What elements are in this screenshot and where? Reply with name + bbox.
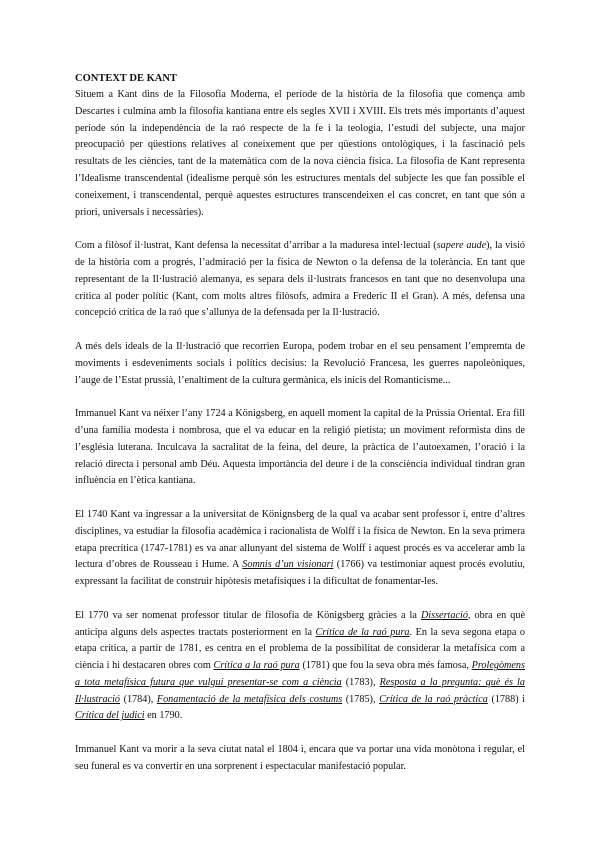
paragraph-modern-philosophy: Situem a Kant dins de la Filosofia Moderna, el període de la història de la filosofia que comença amb Descartes i culmina amb la filosofia kantiana entre els segles XVII i XVIII. Els trets més importants d’aquest període són la independència de la raó respecte de la fe i la teologia, l’estudi del subjecte, una major preocupació per qüestions relatives al coneixement que per qüestions ontològiques, i la fascinació pels resultats de les ciències, tant de la matemàtica com de la nova ciència física. La filosofia de Kant representa l’Idealisme transcendental (idealisme perquè són les estructures mentals del subjecte les que fan possible el coneixement, i transcendental, perquè aquestes estructures transcendeixen el cas concret, en tant que són a priori, universals i necessàries).	[75, 89, 525, 218]
work-title-critica-raopractica: Crítica de la raó pràctica	[379, 693, 488, 705]
paragraph-social-movements: A més dels ideals de la Il·lustració que recorrien Europa, podem trobar en el seu pensament l’empremta de moviments i esdeveniments socials i polítics decisius: la Revolució Francesa, les guerres napoleòniques, l’auge de l’Estat prussià, l’enaltiment de la cultura germànica, els inicis del Romanticisme...	[75, 340, 525, 386]
document-title: CONTEXT DE KANT	[75, 73, 177, 84]
paragraph-precritical-stage: El 1740 Kant va ingressar a la universitat de Könignsberg de la qual va acabar sent professor i, entre d’altres disciplines, va estudiar la filosofia acadèmica i racionalista de Wolff i la física de Newton. En la seva primera etapa precrítica (1747-1781) es va anar allunyant del sistema de Wolff i aquest procés es va accelerar amb la lectura d’obres de Rousseau i Hume. A Somnis d’un visionari (1766) va testimoniar aquest procés evolutiu, expressant la facilitat de construir hipòtesis metafísiques i la dificultat de fonamentar-les.	[75, 508, 525, 588]
emphasis-sapere-aude: sapere aude	[436, 240, 487, 252]
work-title-critica-raopura: Crítica de la raó pura	[315, 626, 410, 638]
paragraph-enlightenment: Com a filòsof il·lustrat, Kant defensa la necessitat d’arribar a la maduresa intel·lectual (sapere aude), la visió de la història com a progrés, l’admiració per la física de Newton o la defensa de la tolerància. En tant que representant de la Il·lustració alemanya, es separa dels il·lustrats francesos en tant que no desenvolupa una crítica al poder polític (Kant, com molts altres filòsofs, admira a Frederic II el Gran). A més, defensa una concepció crítica de la raó que s’allunya de la defensada per la Il·lustració.	[75, 240, 525, 319]
work-title-critica-judici: Crítica del judici	[75, 710, 145, 722]
work-title-fonamentacio: Fonamentació de la metafísica dels costums	[156, 693, 343, 705]
work-title-prolegomens: Prolegòmens a tota metafísica futura que vulgui presentar-se com a ciència	[75, 660, 525, 688]
paragraph-critical-stage: El 1770 va ser nomenat professor titular de filosofia de Königsberg gràcies a la Dissertació, obra en què anticipa alguns dels aspectes tractats posteriorment en la Crítica de la raó pura. En la seva segona etapa o etapa crítica, a partir de 1781, es centra en el problema de la possibilitat de considerar la metafísica com a ciència i hi destacaren obres com Crítica a la raó pura (1781) que fou la seva obra més famosa, Prolegòmens a tota metafísica futura que vulgui presentar-se com a ciència (1783), Resposta a la pregunta: què és la Il·lustració (1784), Fonamentació de la metafísica dels costums (1785), Crítica de la raó pràctica (1788) i Crítica del judici en 1790.	[75, 609, 526, 722]
work-title-critica-raopura-2: Crítica a la raó pura	[213, 660, 300, 672]
work-title-dissertacio: Dissertació	[420, 609, 468, 621]
paragraph-biography: Immanuel Kant va néixer l’any 1724 a Königsberg, en aquell moment la capital de la Prússia Oriental. Era fill d’una família modesta i nombrosa, que el va educar en la religió pietista; un moviment reformista dins de l’església luterana. Inculcava la sacralitat de la feina, del deure, la pràctica de l’autoexamen, l’oració i la relació directa i personal amb Déu. Aquesta importància del deure i de la consciència individual tindran gran influència en l’ètica kantiana.	[75, 408, 525, 487]
work-title-resposta: Resposta a la pregunta: què és la Il·lustració	[75, 676, 525, 705]
work-title-somnis: Somnis d’un visionari	[242, 559, 334, 571]
paragraph-death: Immanuel Kant va morir a la seva ciutat natal el 1804 i, encara que va portar una vida monòtona i regular, el seu funeral es va convertir en una sorprenent i espectacular manifestació popular.	[75, 744, 525, 772]
